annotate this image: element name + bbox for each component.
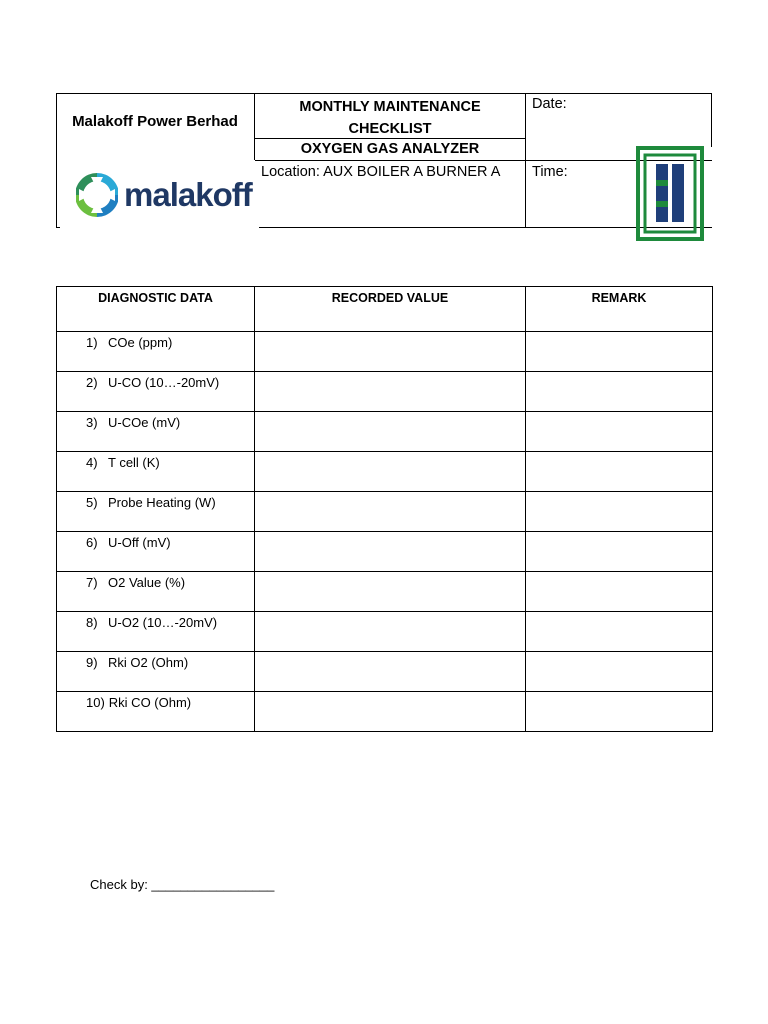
location-label: Location: AUX BOILER A BURNER A — [261, 164, 501, 180]
remark-cell[interactable] — [526, 372, 713, 412]
recorded-value-cell[interactable] — [255, 612, 526, 652]
date-label: Date: — [532, 96, 567, 112]
table-row — [57, 692, 713, 732]
column-header-remark: REMARK — [526, 287, 713, 332]
remark-cell[interactable] — [526, 492, 713, 532]
diagnostic-item: 6) U-Off (mV) — [86, 535, 171, 550]
recorded-value-cell[interactable] — [255, 572, 526, 612]
checklist-title: MONTHLY MAINTENANCE CHECKLIST — [299, 99, 481, 137]
recorded-value-cell[interactable] — [255, 332, 526, 372]
diagnostic-item: 8) U-O2 (10…-20mV) — [86, 615, 218, 630]
column-header-recorded: RECORDED VALUE — [255, 287, 526, 332]
diagnostic-item: 5) Probe Heating (W) — [86, 495, 216, 510]
remark-cell[interactable] — [526, 412, 713, 452]
remark-cell[interactable] — [526, 612, 713, 652]
header-right-border — [711, 93, 712, 147]
table-row — [57, 412, 713, 452]
table-row — [57, 612, 713, 652]
remark-cell[interactable] — [526, 572, 713, 612]
table-header-row — [57, 287, 713, 332]
table-row — [57, 492, 713, 532]
recorded-value-cell[interactable] — [255, 412, 526, 452]
header-top-border — [56, 93, 712, 94]
header-bottom-left-stub — [56, 227, 60, 228]
diagnostic-item: 1) COe (ppm) — [86, 335, 173, 350]
time-label: Time: — [532, 164, 568, 180]
recorded-value-cell[interactable] — [255, 372, 526, 412]
remark-cell[interactable] — [526, 532, 713, 572]
malakoff-wordmark: malakoff — [124, 176, 252, 213]
recorded-value-cell[interactable] — [255, 532, 526, 572]
remark-cell[interactable] — [526, 332, 713, 372]
column-header-diagnostic: DIAGNOSTIC DATA — [57, 287, 255, 332]
remark-cell[interactable] — [526, 652, 713, 692]
malakoff-logo — [76, 170, 252, 220]
diagnostic-item: 7) O2 Value (%) — [86, 575, 186, 590]
recorded-value-cell[interactable] — [255, 452, 526, 492]
remark-cell[interactable] — [526, 452, 713, 492]
table-row — [57, 332, 713, 372]
diagnostic-item: 2) U-CO (10…-20mV) — [86, 375, 220, 390]
table-row — [57, 652, 713, 692]
recorded-value-cell[interactable] — [255, 492, 526, 532]
diagnostic-table — [56, 286, 713, 732]
diagnostic-item: 9) Rki O2 (Ohm) — [86, 655, 189, 670]
equipment-subtitle: OXYGEN GAS ANALYZER — [300, 141, 480, 157]
company-name: Malakoff Power Berhad — [72, 113, 238, 130]
recorded-value-cell[interactable] — [255, 692, 526, 732]
company-emblem — [636, 146, 704, 241]
table-row — [57, 452, 713, 492]
diagnostic-item: 10) Rki CO (Ohm) — [86, 695, 192, 710]
diagnostic-item: 4) T cell (K) — [86, 455, 160, 470]
diagnostic-item: 3) U-COe (mV) — [86, 415, 181, 430]
malakoff-swirl-icon — [76, 170, 118, 220]
recorded-value-cell[interactable] — [255, 652, 526, 692]
table-row — [57, 532, 713, 572]
table-row — [57, 572, 713, 612]
remark-cell[interactable] — [526, 692, 713, 732]
table-row — [57, 372, 713, 412]
emblem-icon — [636, 146, 704, 241]
check-by-signature-line[interactable]: Check by: _________________ — [90, 877, 275, 892]
